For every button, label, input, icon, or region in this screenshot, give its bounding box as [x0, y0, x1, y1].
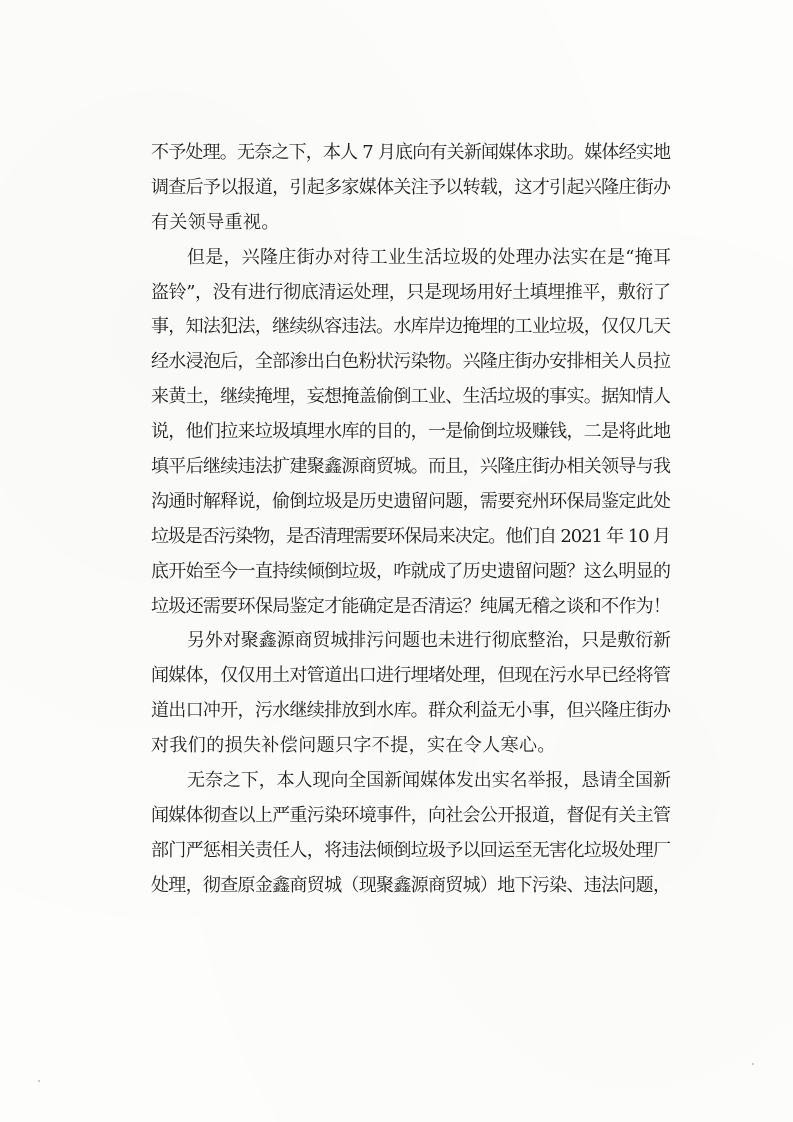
- text-line: 底开始至今一直持续倾倒垃圾，咋就成了历史遗留问题？这么明显的: [151, 560, 671, 582]
- text-line: 来黄土，继续掩埋，妄想掩盖偷倒工业、生活垃圾的事实。据知情人: [151, 386, 671, 408]
- text-line: 闻媒体彻查以上严重污染环境事件，向社会公开报道，督促有关主管: [151, 804, 671, 826]
- text-line: 垃圾是否污染物，是否清理需要环保局来决定。他们自 2021 年 10 月: [151, 525, 670, 547]
- text-line: 事，知法犯法，继续纵容违法。水库岸边掩埋的工业垃圾，仅仅几天: [151, 316, 671, 338]
- scan-speck: [38, 1080, 40, 1082]
- text-line: 不予处理。无奈之下，本人 7 月底向有关新闻媒体求助。媒体经实地: [151, 142, 671, 163]
- scan-speck: [752, 1063, 754, 1065]
- text-line: 闻媒体，仅仅用土对管道出口进行埋堵处理，但现在污水早已经将管: [151, 665, 671, 687]
- text-line: 调查后予以报道，引起多家媒体关注予以转载，这才引起兴隆庄街办: [151, 176, 671, 198]
- document-body: [151, 141, 671, 909]
- text-line: 盗铃”，没有进行彻底清运处理，只是现场用好土填埋推平，敷衍了: [151, 281, 671, 303]
- text-line: 说，他们拉来垃圾填埋水库的目的，一是偷倒垃圾赚钱，二是将此地: [151, 421, 671, 443]
- text-line: 垃圾还需要环保局鉴定才能确定是否清运？纯属无稽之谈和不作为！: [151, 595, 671, 617]
- text-line: 无奈之下，本人现向全国新闻媒体发出实名举报，恳请全国新: [187, 770, 671, 792]
- text-line: 有关领导重视。: [151, 211, 280, 233]
- text-line: 另外对聚鑫源商贸城排污问题也未进行彻底整治，只是敷衍新: [187, 630, 671, 652]
- text-line: 道出口冲开，污水继续排放到水库。群众利益无小事，但兴隆庄街办: [151, 700, 671, 722]
- text-line: 部门严惩相关责任人，将违法倾倒垃圾予以回运至无害化垃圾处理厂: [151, 839, 671, 861]
- text-line: 经水浸泡后，全部渗出白色粉状污染物。兴隆庄街办安排相关人员拉: [151, 351, 671, 373]
- text-line: 填平后继续违法扩建聚鑫源商贸城。而且，兴隆庄街办相关领导与我: [151, 456, 671, 478]
- text-line: 沟通时解释说，偷倒垃圾是历史遗留问题，需要兖州环保局鉴定此处: [151, 490, 671, 512]
- text-line: 但是，兴隆庄街办对待工业生活垃圾的处理办法实在是“掩耳: [187, 246, 672, 268]
- text-line: 对我们的损失补偿问题只字不提，实在令人寒心。: [151, 735, 556, 757]
- text-line: 处理，彻查原金鑫商贸城（现聚鑫源商贸城）地下污染、违法问题，: [151, 874, 671, 896]
